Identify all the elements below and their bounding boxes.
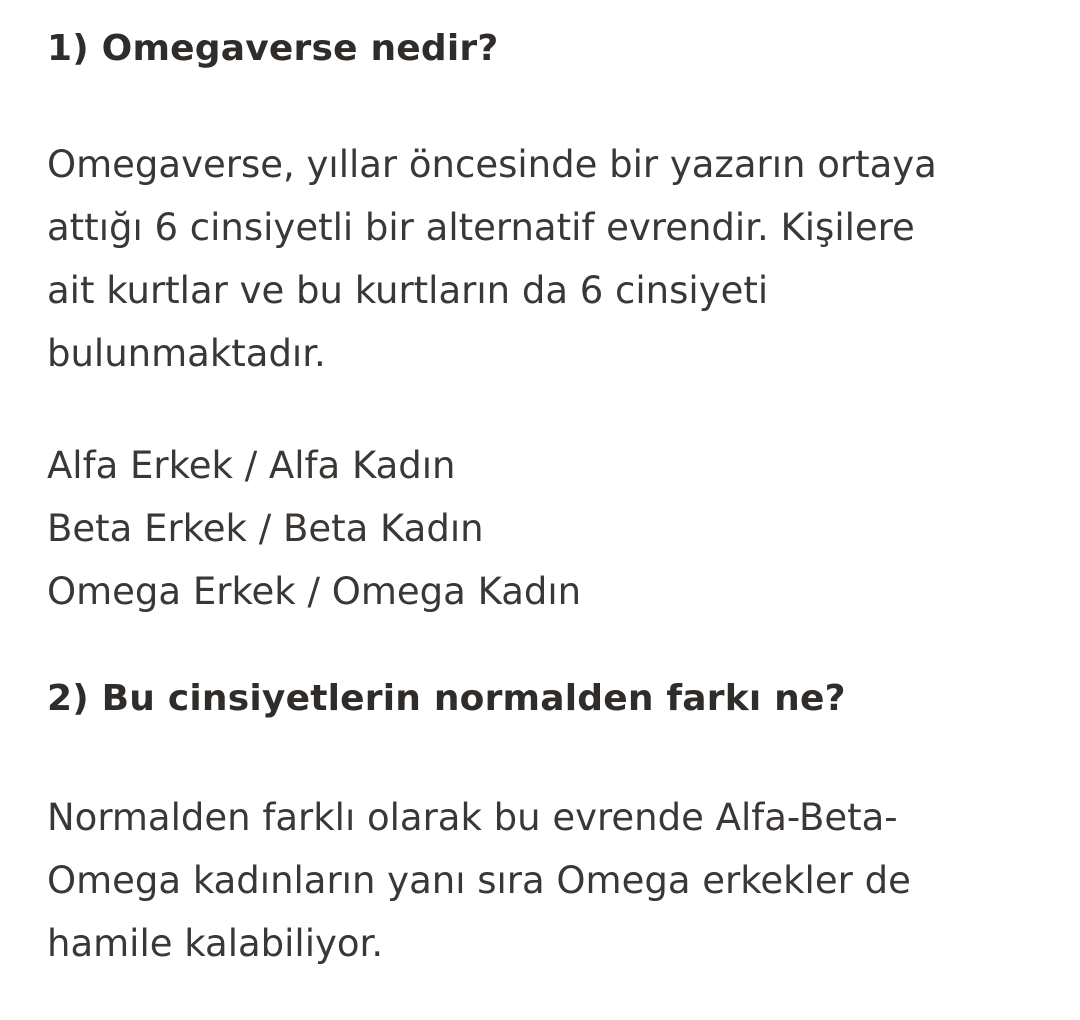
section-1-paragraph — [47, 133, 937, 385]
paragraph-line: bulunmaktadır. — [47, 332, 326, 375]
paragraph-line: hamile kalabiliyor. — [47, 922, 384, 965]
paragraph-line: Omega kadınların yanı sıra Omega erkekler de — [47, 859, 911, 902]
gender-list-item: Omega Erkek / Omega Kadın — [47, 570, 582, 613]
gender-list — [47, 434, 581, 623]
paragraph-line: attığı 6 cinsiyetli bir alternatif evrendir. Kişilere — [47, 206, 915, 249]
paragraph-line: Omegaverse, yıllar öncesinde bir yazarın ortaya — [47, 143, 937, 186]
section-1-heading: 1) Omegaverse nedir? — [47, 28, 499, 69]
paragraph-line: ait kurtlar ve bu kurtların da 6 cinsiyeti — [47, 269, 769, 312]
gender-list-item: Beta Erkek / Beta Kadın — [47, 507, 484, 550]
gender-list-item: Alfa Erkek / Alfa Kadın — [47, 444, 456, 487]
paragraph-line: Normalden farklı olarak bu evrende Alfa-Beta- — [47, 796, 898, 839]
section-2-paragraph — [47, 786, 911, 975]
section-2-heading: 2) Bu cinsiyetlerin normalden farkı ne? — [47, 678, 846, 719]
